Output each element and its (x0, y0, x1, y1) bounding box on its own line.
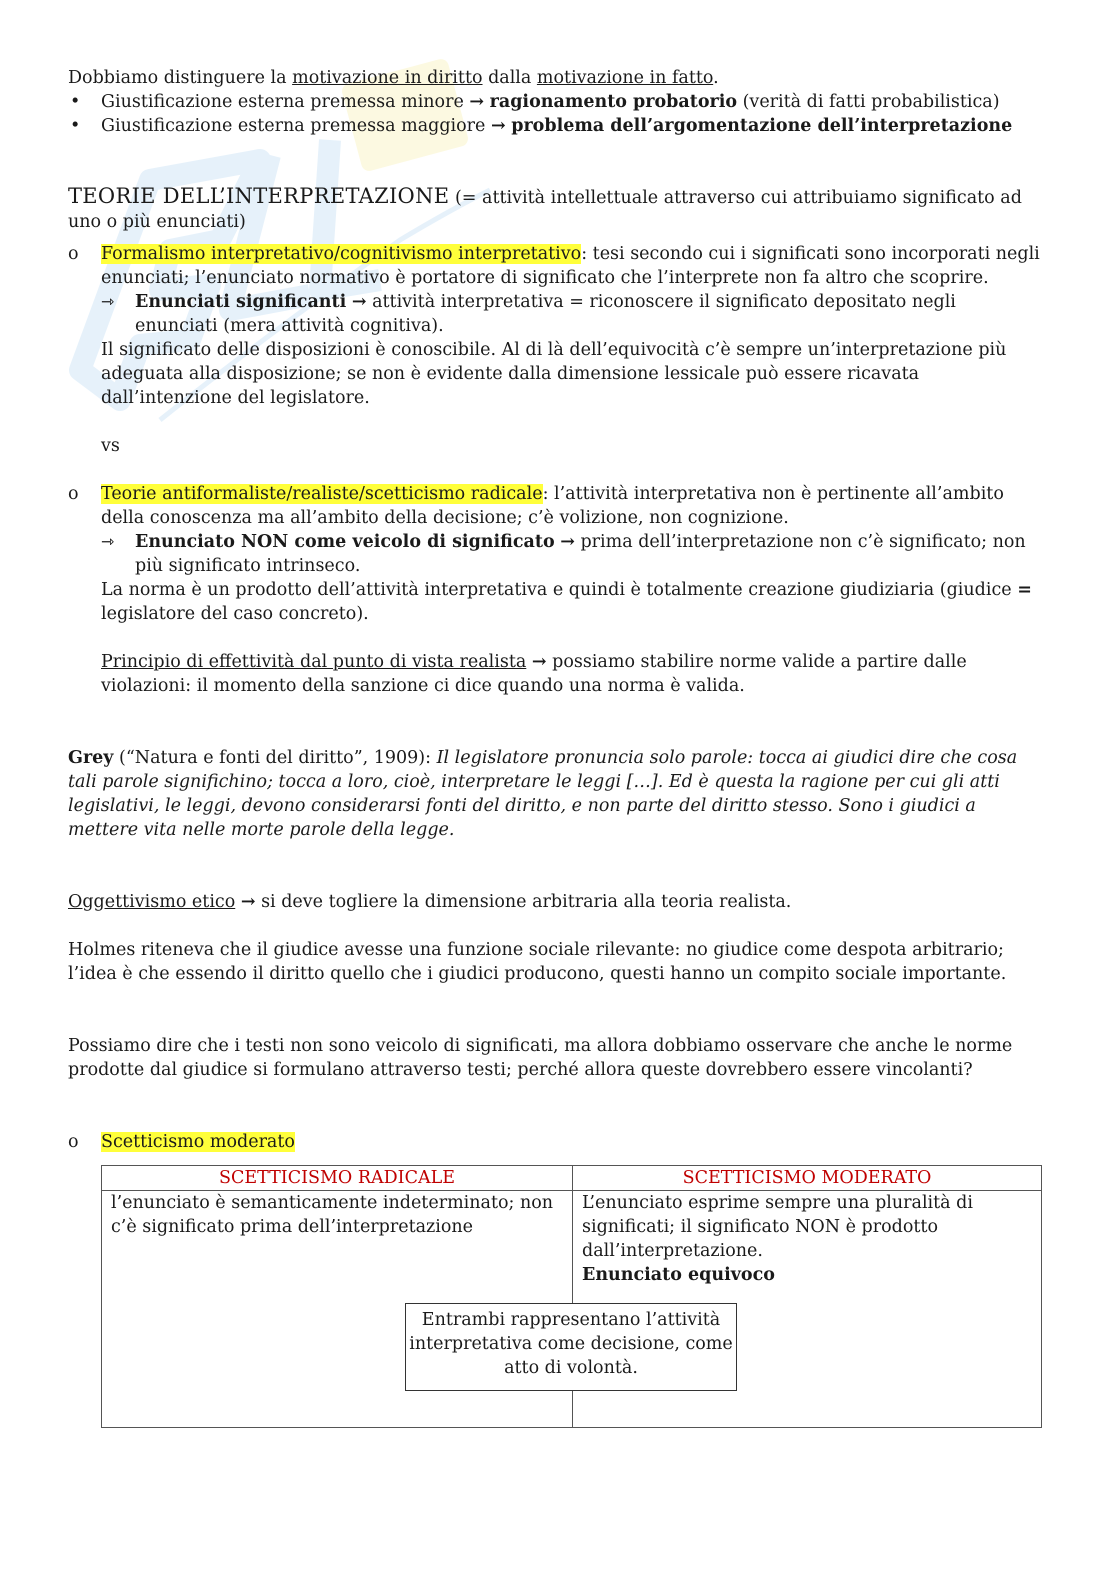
holmes-paragraph: Holmes riteneva che il giudice avesse una funzione sociale rilevante: no giudice come despota arbitrario; l’idea è che essendo il diritto quello che i giudici producono, questi hanno un compito sociale importante. (68, 940, 1007, 984)
comparison-area (68, 1165, 1043, 1437)
table-header: SCETTICISMO RADICALE (102, 1166, 573, 1191)
intro-text: . (713, 68, 719, 88)
section-definition: (= attività intellettuale attraverso cui attribuiamo significato ad uno o più enunciati) (68, 188, 1022, 232)
table-cell: l’enunciato è semanticamente indeterminato; non c’è significato prima dell’interpretazione (102, 1191, 573, 1428)
theory-antiformaliste: o Teorie antiformaliste/realiste/scetticismo radicale: l’attività interpretativa non è pertinente all’ambito della conoscenza ma all’ambito della decisione; c’è volizione, non cognizione. ⇾ Enunciato NON come veicolo di significato → prima dell’interpretazione non c’è significato; non più significato intrinseco. La norma è un prodotto dell’attività interpretativa e quindi è totalmente creazione giudiziaria (giudice = legislatore del caso concreto). Principio di effettività dal punto di vista realista → possiamo stabilire norme valide a partire dalle violazioni: il momento della sanzione ci dice quando una norma è valida. (68, 482, 1043, 698)
arrow-icon: → (240, 892, 256, 912)
circle-bullet-icon: o (68, 1132, 79, 1152)
arrow-bullet-icon: ⇾ (101, 532, 115, 551)
section-title (68, 184, 1043, 234)
list-item: • Giustificazione esterna premessa minore → ragionamento probatorio (verità di fatti probabilistica) (68, 90, 1043, 114)
theory-formalismo: o Formalismo interpretativo/cognitivismo interpretativo: tesi secondo cui i significati sono incorporati negli enunciati; l’enunciato normativo è portatore di significato che l’interprete non fa altro che scoprire. ⇾ Enunciati significanti → attività interpretativa = riconoscere il significato depositato negli enunciati (mera attività cognitiva). Il significato delle disposizioni è conoscibile. Al di là dell’equivocità c’è sempre un’interpretazione più adeguata alla disposizione; se non è evidente dalla dimensione lessicale può essere ricavata dall’intenzione del legislatore. vs (68, 242, 1043, 458)
question-paragraph: Possiamo dire che i testi non sono veicolo di significati, ma allora dobbiamo osservare che anche le norme prodotte dal giudice si formulano attraverso testi; perché allora queste dovrebbero essere vincolanti? (68, 1036, 1013, 1080)
intro-line (68, 66, 1043, 90)
arrow-icon: → (490, 116, 506, 136)
section-heading: TEORIE DELL’INTERPRETAZIONE (68, 184, 450, 208)
common-box: Entrambi rappresentano l’attività interpretativa come decisione, come atto di volontà. (405, 1303, 737, 1391)
arrow-bullet-icon: ⇾ (101, 292, 115, 311)
arrow-icon: → (469, 92, 485, 112)
intro-text: Dobbiamo distinguere la (68, 68, 293, 88)
paragraph: La norma è un prodotto dell’attività interpretativa e quindi è totalmente creazione giudiziaria (giudice = legislatore del caso concreto). (101, 580, 1032, 624)
arrow-icon: → (560, 532, 575, 552)
arrow-icon: → (531, 652, 547, 672)
paragraph: Il significato delle disposizioni è conoscibile. Al di là dell’equivocità c’è sempre un’interpretazione più adeguata alla disposizione; se non è evidente dalla dimensione lessicale può essere ricavata dall’intenzione del legislatore. (101, 340, 1007, 408)
intro-text: dalla (482, 68, 537, 88)
arrow-icon: → (351, 292, 367, 312)
grey-quote: Grey (“Natura e fonti del diritto”, 1909): Il legislatore pronuncia solo parole: tocca ai giudici dire che cosa tali parole significhino; tocca a loro, cioè, interpretare le leggi […]. Ed è questa la ragione per cui gli atti legislativi, le leggi, devono considerarsi fonti del diritto, e non parte del diritto stesso. Sono i giudici a mettere vita nelle morte parole della legge. (68, 748, 1018, 840)
motivazione-in-diritto: motivazione in diritto (292, 68, 483, 88)
highlight-antiformaliste: Teorie antiformaliste/realiste/scetticismo radicale (101, 484, 543, 504)
theory-scetticismo-moderato (68, 1130, 1043, 1154)
highlight-scetticismo-moderato: Scetticismo moderato (101, 1132, 295, 1152)
sub-point: ⇾ Enunciati significanti → attività interpretativa = riconoscere il significato depositato negli enunciati (mera attività cognitiva). (101, 292, 956, 336)
principle-paragraph: Principio di effettività dal punto di vista realista → possiamo stabilire norme valide a partire dalle violazioni: il momento della sanzione ci dice quando una norma è valida. (101, 652, 967, 696)
document-page (68, 66, 1043, 1437)
list-item: • Giustificazione esterna premessa maggiore → problema dell’argomentazione dell’interpretazione (68, 114, 1043, 138)
vs-label: vs (101, 436, 120, 456)
circle-bullet-icon: o (68, 484, 79, 504)
sub-point: ⇾ Enunciato NON come veicolo di significato → prima dell’interpretazione non c’è significato; non più significato intrinseco. (101, 532, 1026, 576)
highlight-formalismo: Formalismo interpretativo/cognitivismo interpretativo (101, 244, 582, 264)
justification-list (68, 90, 1043, 138)
ethics-line: Oggettivismo etico → si deve togliere la dimensione arbitraria alla teoria realista. (68, 892, 792, 912)
table-header: SCETTICISMO MODERATO (573, 1166, 1042, 1191)
motivazione-in-fatto: motivazione in fatto (536, 68, 714, 88)
table-cell: L’enunciato esprime sempre una pluralità di significati; il significato NON è prodotto dall’interpretazione. Enunciato equivoco (573, 1191, 1042, 1428)
circle-bullet-icon: o (68, 244, 79, 264)
